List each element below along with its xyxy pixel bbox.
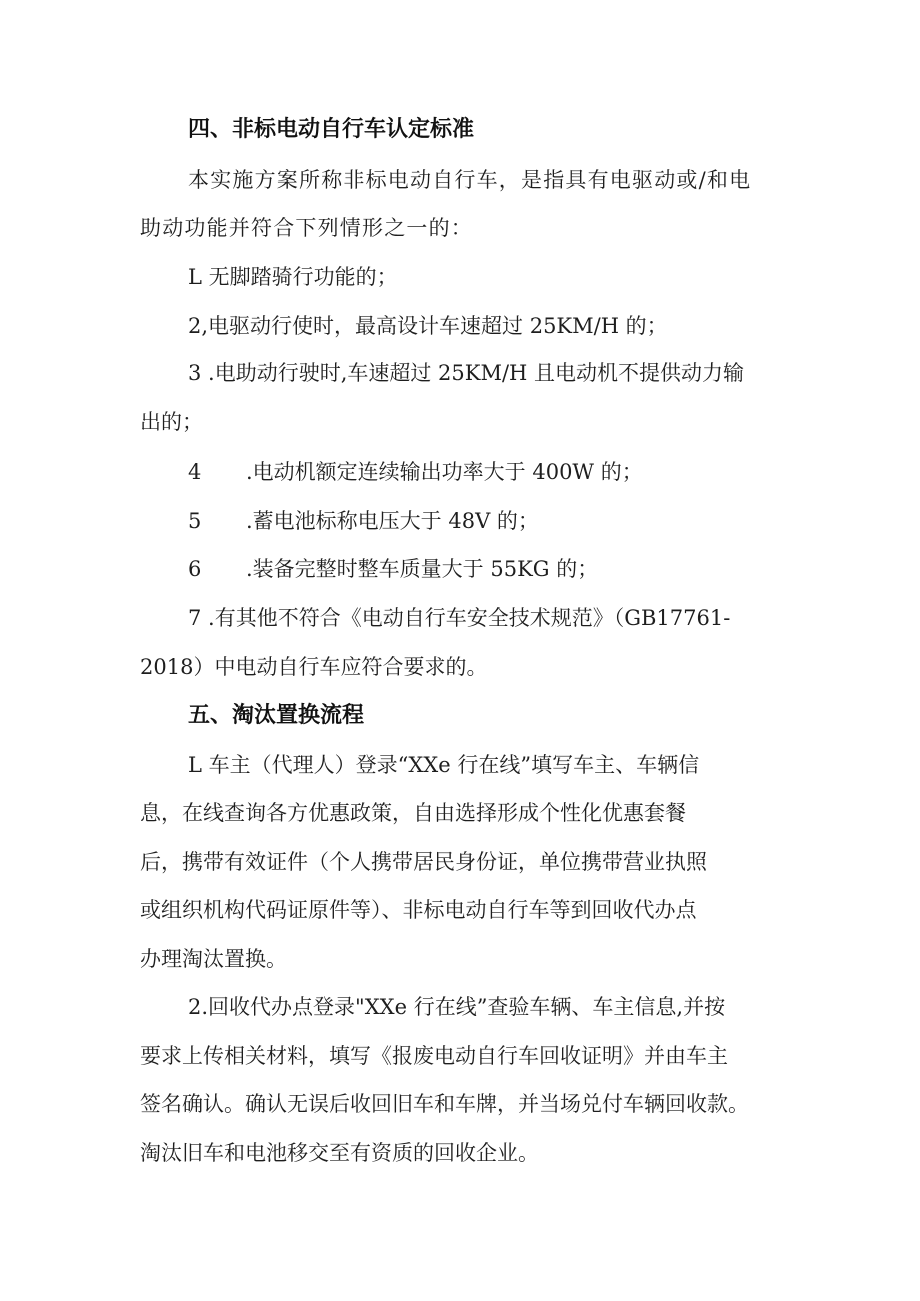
section-4-heading: 四、非标电动自行车认定标准 bbox=[188, 117, 475, 142]
section-4-intro-line-2: 助动功能并符合下列情形之一的： bbox=[140, 216, 473, 240]
criteria-item-7-line-2: 2018）中电动自行车应符合要求的。 bbox=[140, 655, 488, 679]
process-step-1-line-1: L 车主（代理人）登录“XXe 行在线”填写车主、车辆信 bbox=[188, 753, 700, 777]
process-step-1-line-5: 办理淘汰置换。 bbox=[140, 947, 287, 971]
process-step-1-line-3: 后，携带有效证件（个人携带居民身份证，单位携带营业执照 bbox=[140, 850, 707, 874]
criteria-item-6-number: 6 bbox=[188, 557, 202, 581]
criteria-item-4-text: .电动机额定连续输出功率大于 400W 的； bbox=[246, 460, 643, 484]
section-4-intro-line-1: 本实施方案所称非标电动自行车，是指具有电驱动或/和电 bbox=[188, 168, 752, 192]
criteria-item-5-text: .蓄电池标称电压大于 48V 的； bbox=[246, 509, 539, 533]
section-5-heading: 五、淘汰置换流程 bbox=[188, 703, 365, 728]
process-step-2-line-4: 淘汰旧车和电池移交至有资质的回收企业。 bbox=[140, 1141, 539, 1165]
process-step-1-line-2: 息，在线查询各方优惠政策，自由选择形成个性化优惠套餐 bbox=[140, 801, 686, 825]
process-step-2-line-2: 要求上传相关材料，填写《报废电动自行车回收证明》并由车主 bbox=[140, 1044, 728, 1068]
criteria-item-4-number: 4 bbox=[188, 460, 202, 484]
criteria-item-1: L 无脚踏骑行功能的； bbox=[188, 265, 398, 289]
criteria-item-3-line-1: 3 .电助动行驶时,车速超过 25KM/H 且电动机不提供动力输 bbox=[188, 361, 745, 385]
process-step-2-line-1: 2.回收代办点登录"XXe 行在线”查验车辆、车主信息,并按 bbox=[188, 995, 726, 1019]
criteria-item-7-line-1: 7 .有其他不符合《电动自行车安全技术规范》（GB17761- bbox=[188, 606, 731, 630]
criteria-item-6 bbox=[188, 555, 598, 583]
criteria-item-3-line-2: 出的； bbox=[140, 410, 203, 434]
process-step-1-line-4: 或组织机构代码证原件等）、非标电动自行车等到回收代办点 bbox=[140, 898, 697, 922]
criteria-item-5 bbox=[188, 507, 539, 535]
criteria-item-2: 2,电驱动行使时，最高设计车速超过 25KM/H 的； bbox=[188, 314, 668, 338]
process-step-2-line-3: 签名确认。确认无误后收回旧车和车牌，并当场兑付车辆回收款。 bbox=[140, 1092, 749, 1116]
criteria-item-6-text: .装备完整时整车质量大于 55KG 的； bbox=[246, 557, 599, 581]
criteria-item-5-number: 5 bbox=[188, 509, 202, 533]
criteria-item-4 bbox=[188, 458, 643, 486]
